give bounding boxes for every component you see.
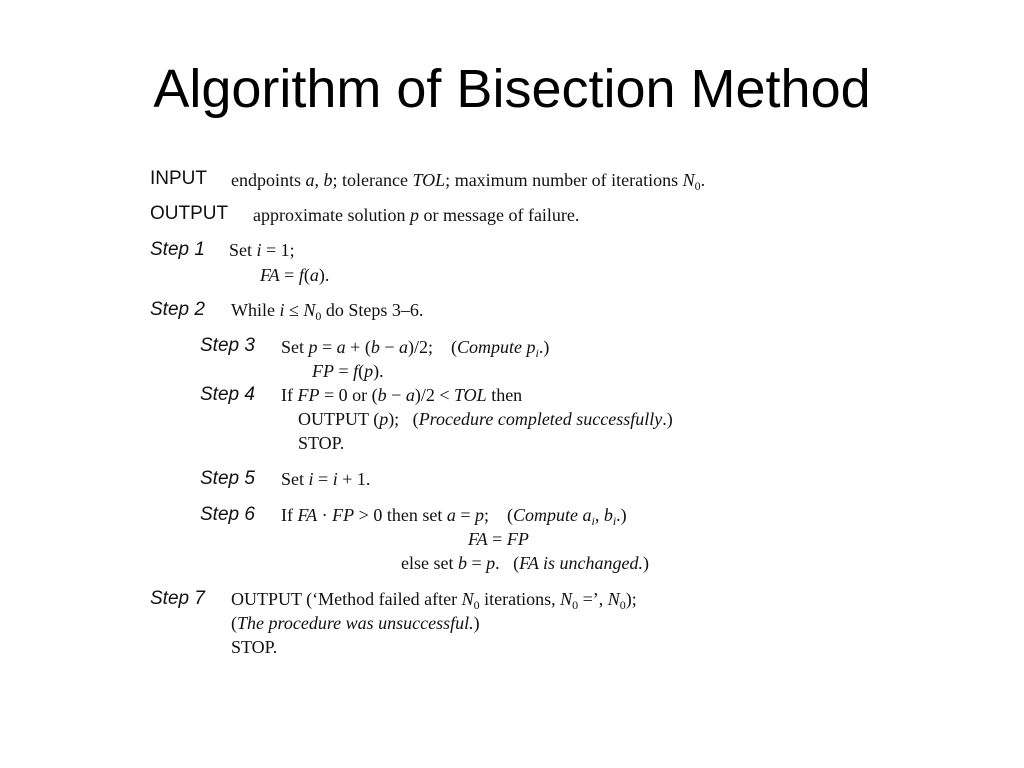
output-label: OUTPUT: [150, 203, 229, 224]
step4-line3: STOP.: [298, 433, 345, 453]
step3-label: Step 3: [200, 335, 255, 356]
step4-line2: OUTPUT (p); (Procedure completed successfully.): [298, 409, 673, 429]
step5-label: Step 5: [200, 468, 255, 489]
step7-label: Step 7: [150, 588, 205, 609]
step2-label: Step 2: [150, 299, 205, 320]
step3-line2: FP = f(p).: [312, 361, 384, 381]
slide-title: Algorithm of Bisection Method: [153, 59, 871, 119]
step7-line3: STOP.: [231, 637, 278, 657]
step6-label: Step 6: [200, 504, 255, 525]
step3-line1: Set p = a + (b − a)/2; (Compute $p_i$.): [281, 337, 550, 360]
step7-line2: (The procedure was unsuccessful.): [231, 613, 480, 633]
step4-label: Step 4: [200, 384, 255, 405]
step5-line: Set i = i + 1.: [281, 469, 371, 489]
step1-line2: FA = f(a).: [260, 265, 330, 285]
step7-line1: OUTPUT (‘Method failed after $N_0$ iterations, $N_0$ =’, $N_0$);: [231, 589, 637, 612]
step6-line2: FA = FP: [468, 529, 529, 549]
step2-line: While $i \le N_0$ do Steps 3–6.: [231, 300, 424, 323]
output-line: approximate solution p or message of failure.: [253, 205, 580, 225]
step1-label: Step 1: [150, 239, 205, 260]
step1-line1: Set i = 1;: [229, 240, 295, 260]
input-label: INPUT: [150, 168, 207, 189]
input-line: endpoints a, b; tolerance TOL; maximum number of iterations $N_0$.: [231, 170, 706, 193]
step6-line3: else set b = p. (FA is unchanged.): [401, 553, 649, 573]
step6-line1: If FA · FP > 0 then set a = p; (Compute $a_i$, $b_i$.): [281, 505, 627, 528]
step4-line1: If FP = 0 or (b − a)/2 < TOL then: [281, 385, 523, 405]
